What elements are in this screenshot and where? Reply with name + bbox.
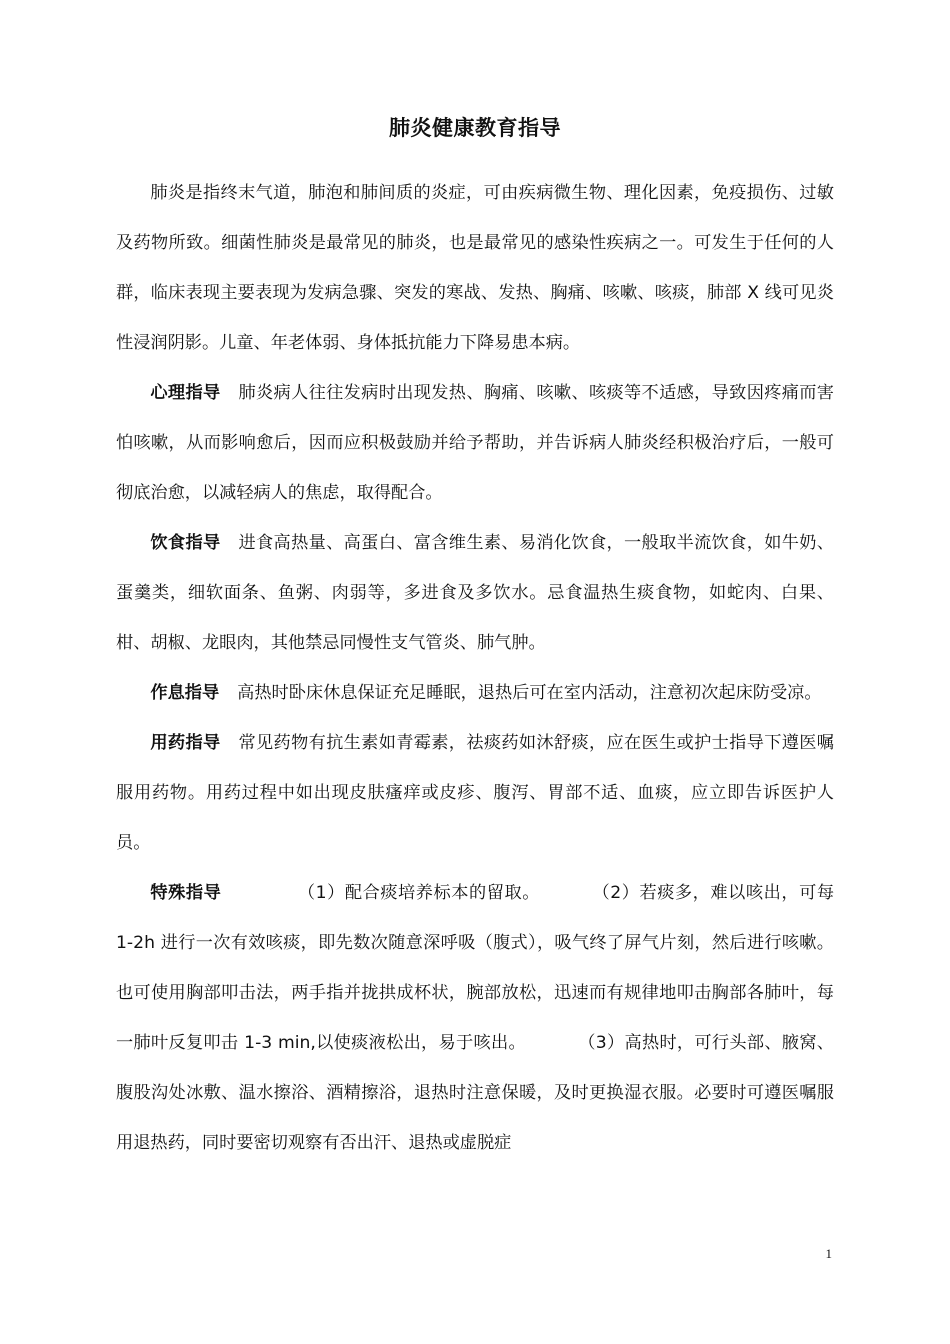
intro-paragraph: 肺炎是指终末气道，肺泡和肺间质的炎症，可由疾病微生物、理化因素，免疫损伤、过敏及药物所致。细菌性肺炎是最常见的肺炎，也是最常见的感染性疾病之一。可发生于任何的人群，临床表现主要表现为发病急骤、突发的寒战、发热、胸痛、咳嗽、咳痰，肺部 X 线可见炎性浸润阴影。儿童、年老体弱、身体抵抗能力下降易患本病。	[116, 183, 834, 353]
special-item-1: （1）配合痰培养标本的留取。	[297, 883, 540, 903]
psych-paragraph	[116, 368, 834, 518]
page-number: 1	[825, 1246, 832, 1261]
section-heading-special: 特殊指导	[150, 883, 222, 903]
special-item-3: （3）高热时，可行头部、腋窝、腹股沟处冰敷、温水擦浴、酒精擦浴，退热时注意保暖，及时更换湿衣服。必要时可遵医嘱服用退热药，同时要密切观察有否出汗、退热或虚脱症	[116, 1033, 834, 1153]
medication-paragraph	[116, 718, 834, 868]
section-heading-medication: 用药指导	[150, 733, 221, 753]
document-title: 肺炎健康教育指导	[389, 116, 561, 140]
section-text-diet: 进食高热量、高蛋白、富含维生素、易消化饮食，一般取半流饮食，如牛奶、蛋羹类，细软面条、鱼粥、肉弱等，多进食及多饮水。忌食温热生痰食物，如蛇肉、白果、柑、胡椒、龙眼肉，其他禁忌同慢性支气管炎、肺气肿。	[116, 533, 834, 653]
section-text-psych: 肺炎病人往往发病时出现发热、胸痛、咳嗽、咳痰等不适感，导致因疼痛而害怕咳嗽，从而影响愈后，因而应积极鼓励并给予帮助，并告诉病人肺炎经积极治疗后，一般可彻底治愈，以减轻病人的焦虑，取得配合。	[116, 383, 834, 503]
rest-paragraph	[116, 668, 834, 718]
section-heading-psych: 心理指导	[150, 383, 221, 403]
section-heading-rest: 作息指导	[150, 683, 220, 703]
section-heading-diet: 饮食指导	[150, 533, 221, 553]
special-paragraph	[116, 868, 834, 1168]
section-text-medication: 常见药物有抗生素如青霉素，祛痰药如沐舒痰，应在医生或护士指导下遵医嘱服用药物。用药过程中如出现皮肤瘙痒或皮疹、腹泻、胃部不适、血痰，应立即告诉医护人员。	[116, 733, 834, 853]
document-body	[116, 168, 834, 1168]
section-text-rest: 高热时卧床休息保证充足睡眠，退热后可在室内活动，注意初次起床防受凉。	[237, 683, 822, 703]
special-item-2: （2）若痰多，难以咳出，可每 1-2h 进行一次有效咳痰，即先数次随意深呼吸（腹式），吸气终了屏气片刻，然后进行咳嗽。也可使用胸部叩击法，两手指并拢拱成杯状，腕部放松，迅速而有规律地叩击胸部各肺叶，每一肺叶反复叩击 1-3 min,以使痰液松出，易于咳出。	[116, 883, 835, 1053]
diet-paragraph	[116, 518, 834, 668]
